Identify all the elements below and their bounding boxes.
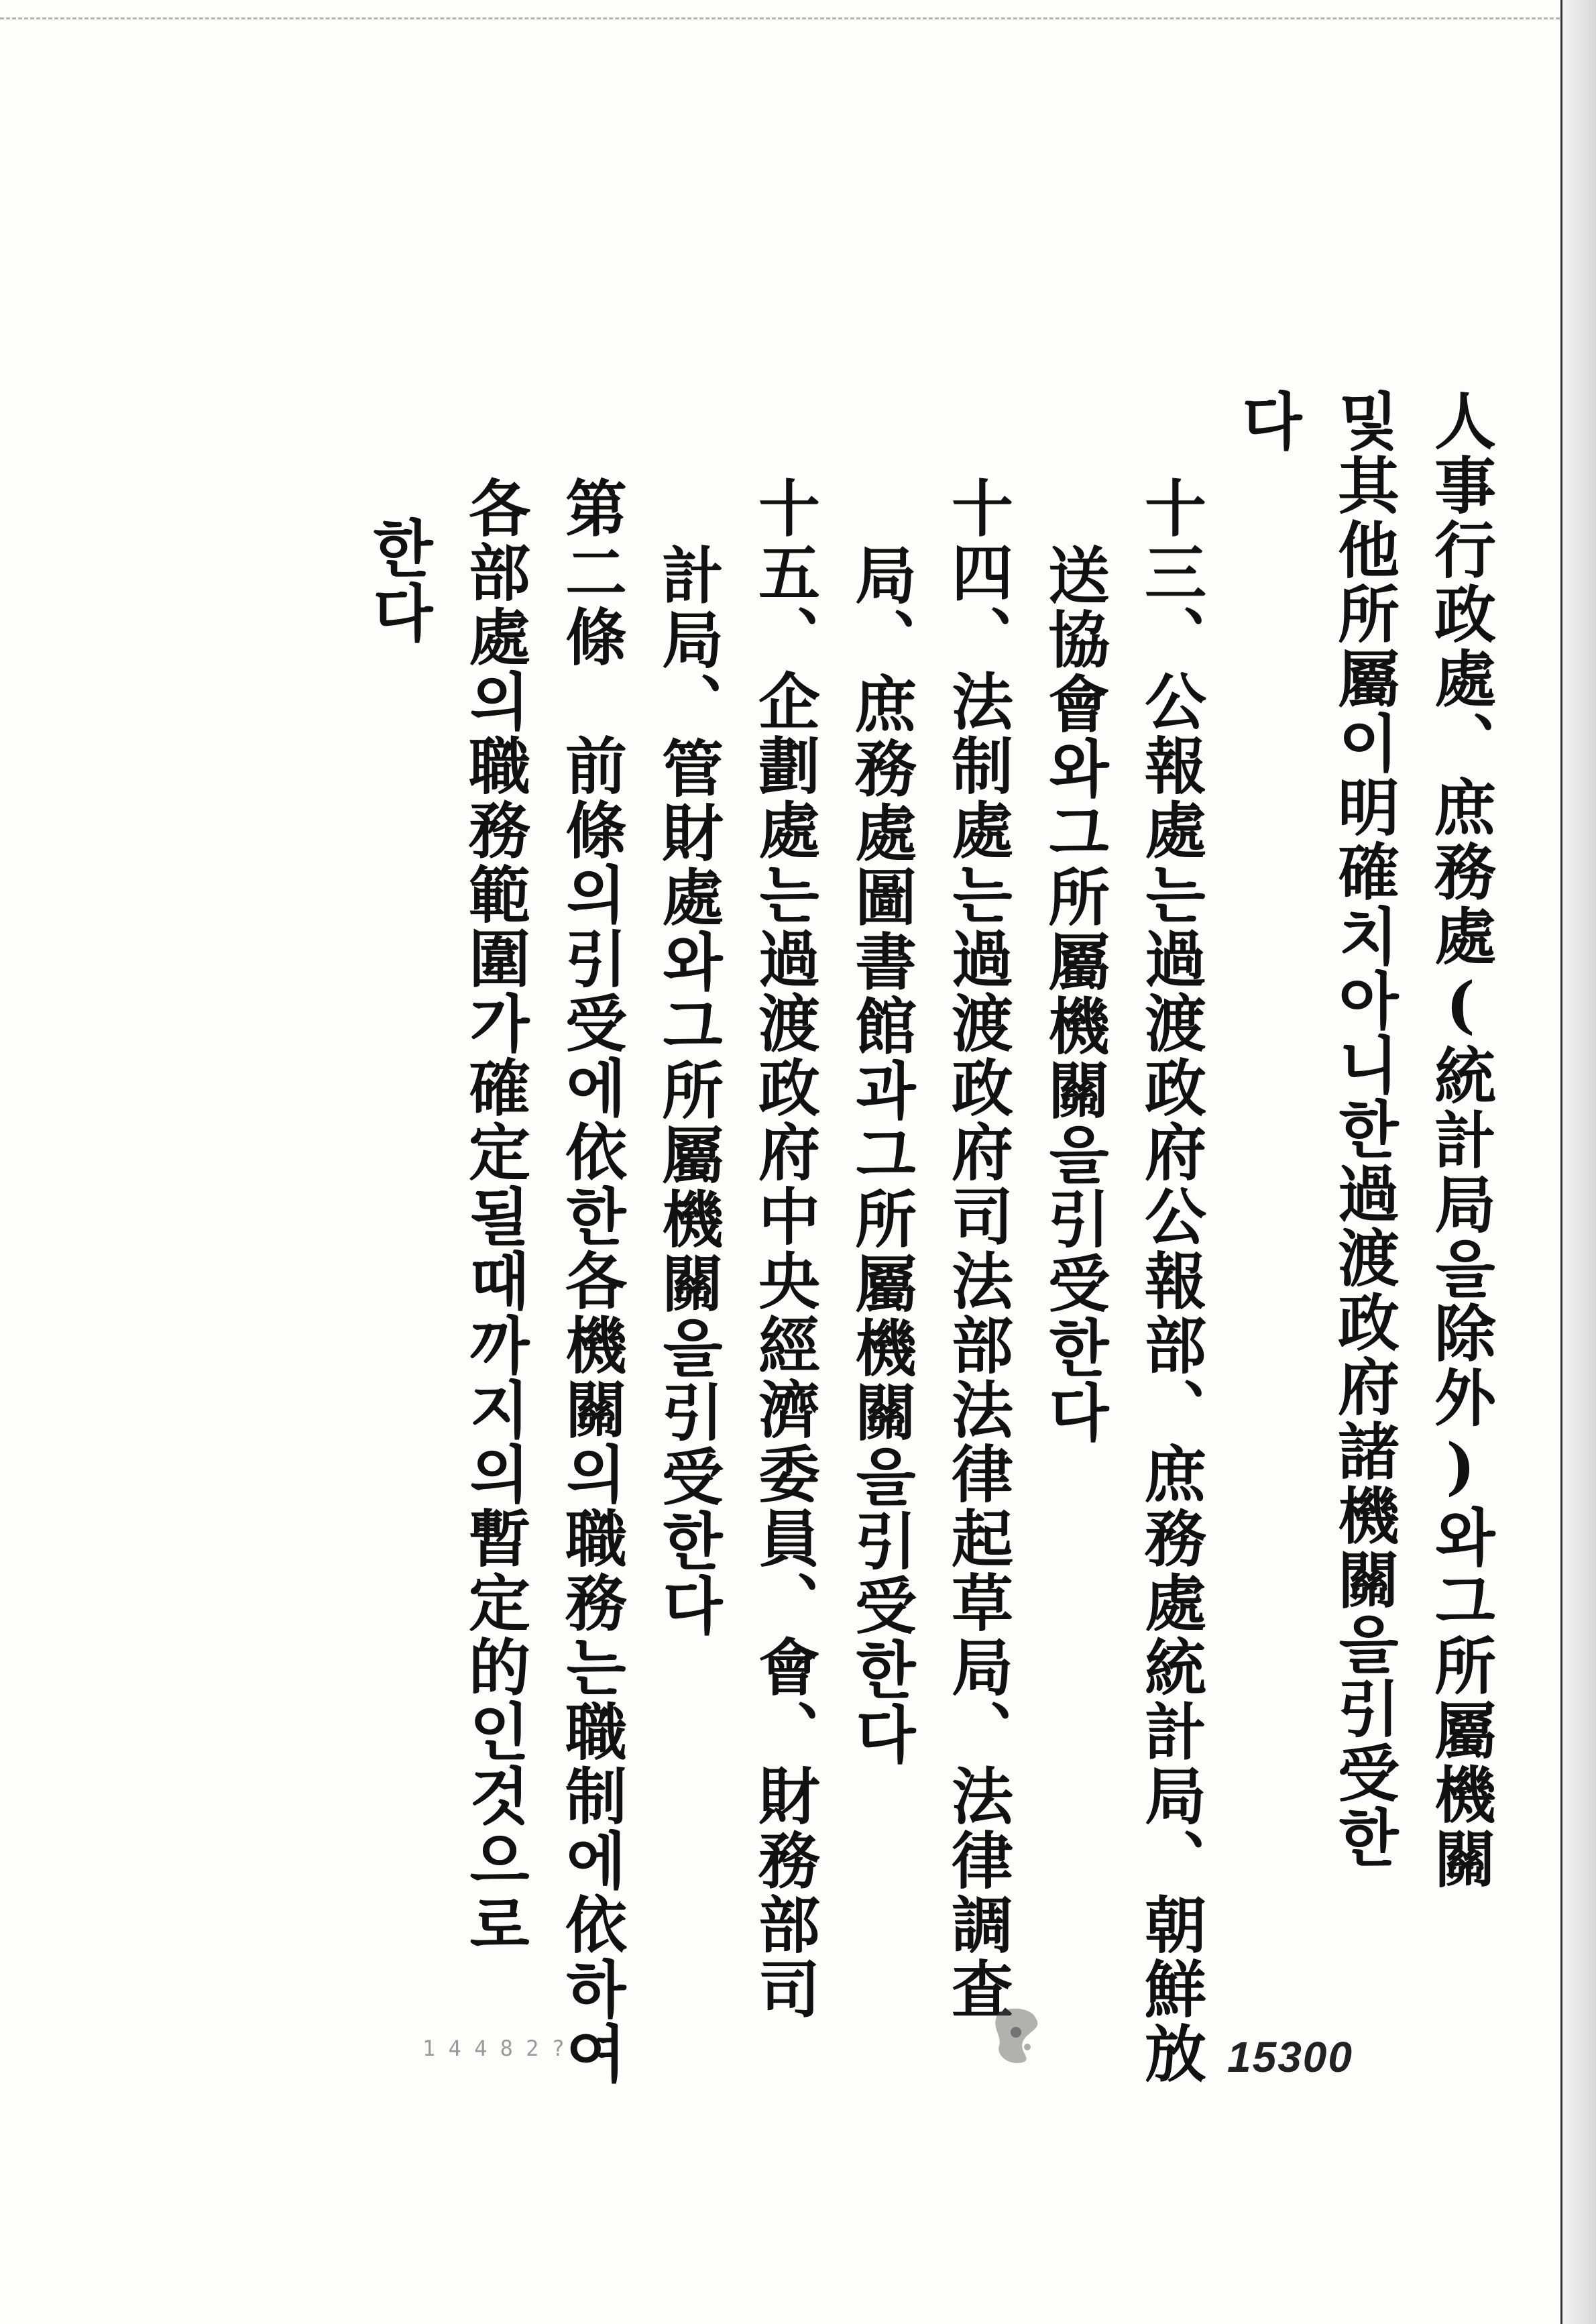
text-column-3: 다 bbox=[1231, 389, 1304, 453]
scan-right-edge bbox=[1560, 0, 1596, 2324]
text-column-1: 人事行政處、庶務處(統計局을除外)와그所屬機關 bbox=[1424, 389, 1497, 1891]
faint-stamp-number: 1 4 4 8 2 ? bbox=[422, 2036, 565, 2061]
text-column-5: 送協會와그所屬機關을引受한다 bbox=[1038, 543, 1110, 1445]
text-column-9: 計局、管財處와그所屬機關을引受한다 bbox=[652, 543, 724, 1638]
text-column-10: 第二條 前條의引受에依한各機關의職務는職制에依하여 bbox=[555, 476, 628, 2086]
ink-smudge bbox=[986, 2005, 1060, 2066]
text-column-8: 十五、企劃處는過渡政府中央經濟委員、會、財務部司 bbox=[748, 476, 821, 2022]
text-column-12: 한다 bbox=[362, 516, 435, 645]
text-column-11: 各部處의職務範圍가確定될때까지의暫定的인것으로 bbox=[459, 476, 531, 1957]
text-column-4: 十三、公報處는過渡政府公報部、庶務處統計局、朝鮮放 bbox=[1135, 476, 1207, 2086]
page-number: 15300 bbox=[1227, 2033, 1353, 2081]
scan-top-edge bbox=[0, 0, 1596, 19]
text-column-2: 및其他所屬이明確치아니한過渡政府諸機關을引受한 bbox=[1328, 389, 1400, 1870]
text-column-6: 十四、法制處는過渡政府司法部法律起草局、法律調査 bbox=[942, 476, 1014, 2022]
text-column-7: 局、庶務處圖書館과그所屬機關을引受한다 bbox=[845, 543, 917, 1767]
